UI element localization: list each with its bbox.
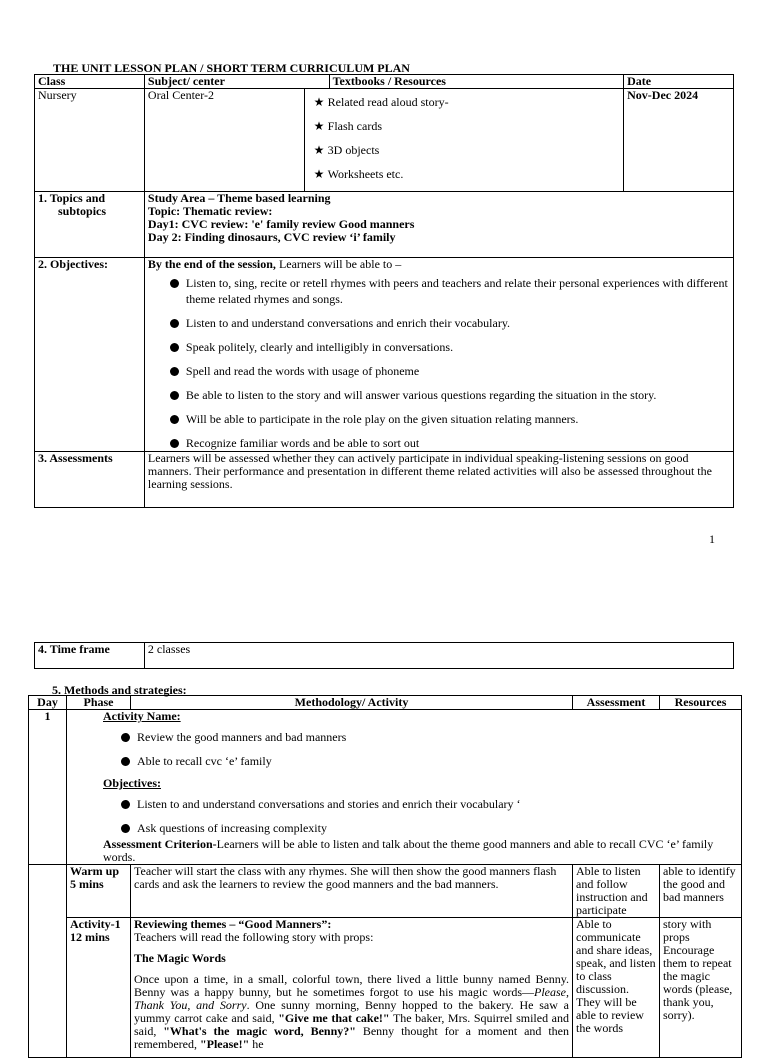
time-frame-table (34, 642, 734, 669)
header-subject: Subject/ center (144, 75, 329, 89)
subject-value: Oral Center-2 (144, 89, 304, 192)
activity1-assessment: Able to communicate and share ideas, speak, and listen to class discussion. They will be able to review the words (573, 918, 660, 1058)
header-day: Day (29, 696, 67, 710)
list-item: ★ Related read aloud story- (313, 95, 449, 109)
page-number: 1 (709, 532, 715, 546)
resources-cell (304, 89, 623, 192)
star-icon: ★ (313, 167, 325, 181)
list-item: Able to recall cvc ‘e’ family (119, 753, 738, 769)
star-icon: ★ (313, 95, 325, 109)
class-value: Nursery (35, 89, 145, 192)
header-resources: Textbooks / Resources (329, 75, 624, 89)
warmup-resources: able to identify the good and bad manners (660, 865, 742, 918)
list-item: Listen to and understand conversations and stories and enrich their vocabulary ‘ (119, 796, 738, 812)
star-icon: ★ (313, 119, 325, 133)
list-item: Recognize familiar words and be able to sort out (168, 435, 730, 451)
section-title: 5. Methods and strategies: (52, 683, 187, 697)
activity-list (103, 729, 738, 769)
methods-table (28, 695, 742, 1058)
date-value: Nov-Dec 2024 (624, 89, 734, 192)
list-item: Spell and read the words with usage of phoneme (168, 363, 730, 379)
day-number: 1 (29, 710, 67, 865)
list-item: Listen to and understand conversations and enrich their vocabulary. (168, 315, 730, 331)
activity1-content: Reviewing themes – “Good Manners”: Teachers will read the following story with props: The Magic Words Once upon a time, in a small, colorful town, there lived a little bunny named Benny. Benny was a happy bunny, but he sometimes forgot to use his magic words—Please, Thank You, and Sorry. One sunny morning, Benny hopped to the bakery. He saw a yummy carrot cake and said, "Give me that cake!" The baker, Mrs. Squirrel smiled and said, "What's the magic word, Benny?" Benny thought for a moment and then remembered, "Please!" he (131, 918, 573, 1058)
header-resources: Resources (660, 696, 742, 710)
header-methodology: Methodology/ Activity (131, 696, 573, 710)
list-item: Ask questions of increasing complexity (119, 820, 738, 836)
time-frame-value: 2 classes (144, 643, 733, 669)
list-item: ★ Flash cards (313, 119, 382, 133)
objective-list (103, 796, 738, 836)
warmup-text: Teacher will start the class with any rhymes. She will then show the good manners flash cards and ask the learners to review the good manners and the bad manners. (131, 865, 573, 918)
warmup-assessment: Able to listen and follow instruction and participate (573, 865, 660, 918)
warmup-phase: Warm up 5 mins (67, 865, 131, 918)
topics-label: 1. Topics and subtopics (35, 192, 145, 258)
list-item: Be able to listen to the story and will answer various questions regarding the situation in the story. (168, 387, 730, 403)
list-item: ★ Worksheets etc. (313, 167, 404, 181)
assessments-label: 3. Assessments (35, 452, 145, 508)
topics-content: Study Area – Theme based learning Topic: Thematic review: Day1: CVC review: 'e' family review Good manners Day 2: Finding dinosaurs, CVC review ‘i’ family (144, 192, 733, 258)
objectives-label: 2. Objectives: (35, 258, 145, 452)
list-item: Listen to, sing, recite or retell rhymes with peers and teachers and relate their personal experiences with different theme related rhymes and songs. (168, 275, 730, 307)
assessments-text: Learners will be assessed whether they can actively participate in individual speaking-listening sessions on good manners. Their performance and presentation in different theme related activities will also be assessed throughout the learning sessions. (144, 452, 733, 508)
header-class: Class (35, 75, 145, 89)
list-item: ★ 3D objects (313, 143, 380, 157)
star-icon: ★ (313, 143, 325, 157)
story-text: Once upon a time, in a small, colorful town, there lived a little bunny named Benny. Benny was a happy bunny, but he sometimes forgot to use his magic words—Please, Thank You, and Sorry. One sunny morning, Benny hopped to the bakery. He saw a yummy carrot cake and said, "Give me that cake!" The baker, Mrs. Squirrel smiled and said, "What's the magic word, Benny?" Benny thought for a moment and then remembered, "Please!" he (134, 972, 570, 1051)
day-empty-cell (29, 865, 67, 1058)
objectives-content: By the end of the session, Learners will be able to – Listen to, sing, recite or retell rhymes with peers and teachers and relate their personal experiences with different theme related rhymes and songs. Listen to and understand conversations and enrich their vocabulary. Speak politely, clearly and intelligibly in conversations. Spell and read the words with usage of phoneme Be able to listen to the story and will answer various questions regarding the situation in the story. Will be able to participate in the role play on the given situation relating manners. Recognize familiar words and be able to sort out (144, 258, 733, 452)
resources-list (308, 95, 620, 191)
header-phase: Phase (67, 696, 131, 710)
activity-name-label: Activity Name: (103, 709, 181, 723)
objectives-list (148, 275, 730, 451)
activity1-resources: story with props Encourage them to repeat the magic words (please, thank you, sorry). (660, 918, 742, 1058)
activity1-phase: Activity-1 12 mins (67, 918, 131, 1058)
list-item: Review the good manners and bad manners (119, 729, 738, 745)
list-item: Will be able to participate in the role play on the given situation relating manners. (168, 411, 730, 427)
lesson-plan-table (34, 74, 734, 508)
header-assessment: Assessment (573, 696, 660, 710)
document-title: THE UNIT LESSON PLAN / SHORT TERM CURRICULUM PLAN (53, 61, 410, 75)
story-title: The Magic Words (134, 951, 226, 965)
activity-overview (67, 710, 742, 865)
header-date: Date (624, 75, 734, 89)
list-item: Speak politely, clearly and intelligibly in conversations. (168, 339, 730, 355)
assessment-criterion: Assessment Criterion-Learners will be able to listen and talk about the theme good manners and able to recall CVC ‘e’ family words. (103, 837, 714, 864)
objectives-label: Objectives: (103, 776, 161, 790)
activity1-heading: Reviewing themes – “Good Manners”: (134, 917, 332, 931)
time-frame-label: 4. Time frame (35, 643, 145, 669)
